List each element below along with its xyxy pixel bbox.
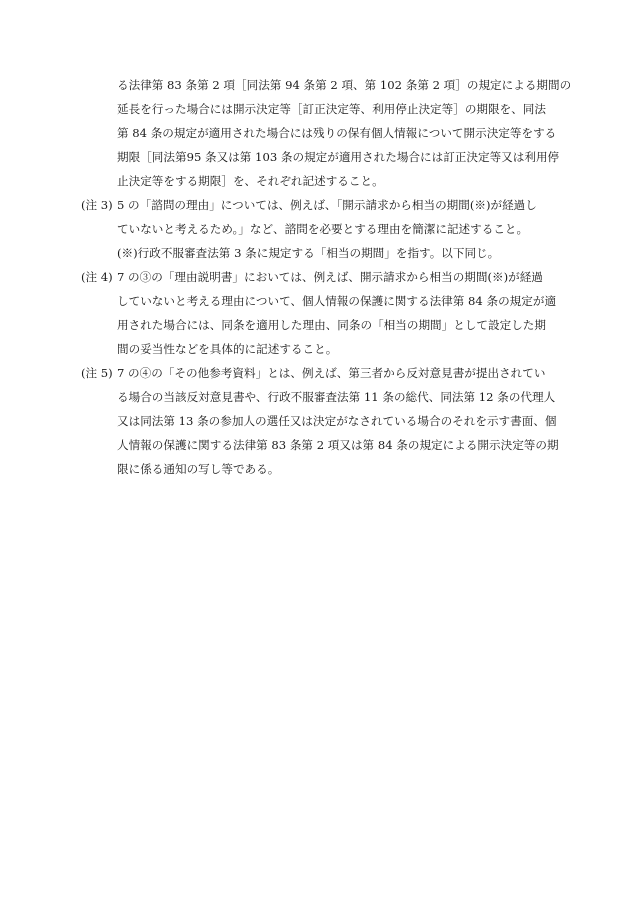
note-5-line: 又は同法第 13 条の参加人の選任又は決定がなされている場合のそれを示す書面、個 — [117, 414, 557, 428]
note-3-tag: (注 3) — [81, 198, 113, 212]
note-4-line: 間の妥当性などを具体的に記述すること。 — [117, 342, 338, 356]
note-5-line: 7 の④の「その他参考資料」とは、例えば、第三者から反対意見書が提出されてい — [117, 366, 546, 380]
paragraph-line: 期限［同法第95 条又は第 103 条の規定が適用された場合には訂正決定等又は利用停 — [117, 150, 560, 164]
note-4-line: していないと考える理由について、個人情報の保護に関する法律第 84 条の規定が適 — [117, 294, 557, 308]
note-5-line: 人情報の保護に関する法律第 83 条第 2 項又は第 84 条の規定による開示決定等の期 — [117, 438, 559, 452]
note-4-line: 7 の③の「理由説明書」においては、例えば、開示請求から相当の期間(※)が経過 — [117, 270, 543, 284]
note-3-line: ていないと考えるため。」など、諮問を必要とする理由を簡潔に記述すること。 — [117, 222, 529, 236]
paragraph-line: る法律第 83 条第 2 項［同法第 94 条第 2 項、第 102 条第 2 項］の規定による期間の — [117, 78, 572, 92]
note-3-line: 5 の「諮問の理由」については、例えば、「開示請求から相当の期間(※)が経過し — [117, 198, 537, 212]
note-5-line: る場合の当該反対意見書や、行政不服審査法第 11 条の総代、同法第 12 条の代理人 — [117, 390, 556, 404]
note-5-line: 限に係る通知の写し等である。 — [117, 462, 280, 476]
paragraph-line: 延長を行った場合には開示決定等［訂正決定等、利用停止決定等］の期限を、同法 — [117, 102, 546, 116]
note-5-tag: (注 5) — [81, 366, 113, 380]
paragraph-line: 第 84 条の規定が適用された場合には残りの保有個人情報について開示決定等をする — [117, 126, 557, 140]
note-4-line: 用された場合には、同条を適用した理由、同条の「相当の期間」として設定した期 — [117, 318, 546, 332]
paragraph-line: 止決定等をする期限］を、それぞれ記述すること。 — [117, 174, 384, 188]
note-3-footnote: (※)行政不服審査法第 3 条に規定する「相当の期間」を指す。以下同じ。 — [117, 246, 500, 260]
note-4-tag: (注 4) — [81, 270, 113, 284]
